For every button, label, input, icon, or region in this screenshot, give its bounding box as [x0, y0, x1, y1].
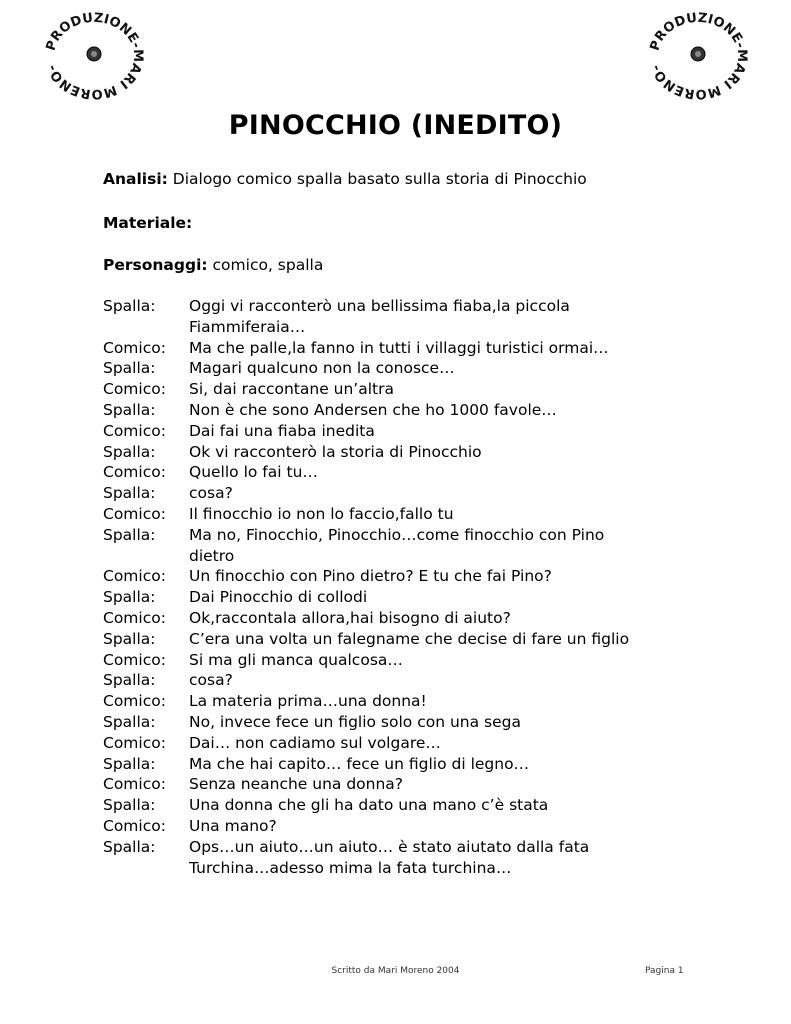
dialogue-line [103, 525, 703, 567]
dialogue-line [103, 587, 703, 608]
dialogue-list [103, 296, 703, 878]
dialogue-text: Ops…un aiuto…un aiuto… è stato aiutato dalla fata Turchina…adesso mima la fata turchina… [189, 837, 590, 877]
dialogue-text: Si, dai raccontane un’altra [189, 380, 394, 399]
dialogue-line [103, 712, 703, 733]
dialogue-speaker: Spalla: [103, 442, 156, 461]
dialogue-text: Dai Pinocchio di collodi [189, 588, 368, 607]
dialogue-line [103, 296, 703, 338]
analisi-value: Dialogo comico spalla basato sulla storia di Pinocchio [172, 170, 587, 188]
dialogue-speaker: Spalla: [103, 671, 156, 690]
dialogue-text: La materia prima…una donna! [189, 692, 427, 711]
dialogue-speaker: Comico: [103, 567, 166, 586]
dialogue-line [103, 400, 703, 421]
dialogue-speaker: Comico: [103, 421, 166, 440]
dialogue-speaker: Spalla: [103, 796, 156, 815]
dialogue-line [103, 421, 703, 442]
dialogue-speaker: Spalla: [103, 297, 156, 315]
dialogue-speaker: Comico: [103, 504, 166, 523]
dialogue-text: Oggi vi racconterò una bellissima fiaba,la piccola Fiammiferaia… [189, 297, 570, 336]
dialogue-line [103, 691, 703, 712]
produzione-logo-icon [38, 10, 150, 102]
produzione-logo-icon [642, 10, 754, 102]
dialogue-line [103, 462, 703, 483]
dialogue-text: Un finocchio con Pino dietro? E tu che fai Pino? [189, 567, 552, 586]
dialogue-line [103, 504, 703, 525]
analisi-row [103, 170, 587, 188]
dialogue-line [103, 566, 703, 587]
dialogue-text: Ok vi racconterò la storia di Pinocchio [189, 442, 482, 461]
dialogue-speaker: Comico: [103, 463, 166, 482]
dialogue-line [103, 379, 703, 400]
dialogue-speaker: Comico: [103, 775, 166, 794]
dialogue-line [103, 650, 703, 671]
dialogue-text: cosa? [189, 671, 233, 690]
logo-right-text: PRODUZIONE-MARI MORENO- [647, 10, 750, 102]
dialogue-line [103, 338, 703, 359]
dialogue-line [103, 837, 703, 879]
personaggi-value: comico, spalla [212, 256, 324, 274]
dialogue-line [103, 670, 703, 691]
dialogue-speaker: Comico: [103, 650, 166, 669]
dialogue-text: Quello lo fai tu… [189, 463, 318, 482]
dialogue-text: Non è che sono Andersen che ho 1000 favole… [189, 400, 557, 419]
footer-author: Scritto da Mari Moreno 2004 [331, 966, 460, 976]
dialogue-text: Ma no, Finocchio, Pinocchio…come finocchio con Pino dietro [189, 525, 605, 565]
logo-left-text: PRODUZIONE-MARI MORENO- [43, 10, 146, 102]
dialogue-text: No, invece fece un figlio solo con una sega [189, 712, 521, 731]
personaggi-label: Personaggi: [103, 256, 208, 274]
dialogue-speaker: Comico: [103, 816, 166, 835]
dialogue-speaker: Spalla: [103, 400, 156, 419]
dialogue-text: Il finocchio io non lo faccio,fallo tu [189, 504, 454, 523]
footer-page-number: Pagina 1 [645, 966, 684, 976]
dialogue-text: Senza neanche una donna? [189, 775, 404, 794]
dialogue-speaker: Comico: [103, 608, 166, 627]
dialogue-text: Dai fai una fiaba inedita [189, 421, 375, 440]
materiale-row [103, 214, 192, 232]
dialogue-speaker: Spalla: [103, 484, 156, 503]
page-title: PINOCCHIO (INEDITO) [228, 110, 563, 141]
personaggi-row [103, 256, 323, 274]
analisi-label: Analisi: [103, 170, 168, 188]
dialogue-text: Ma che palle,la fanno in tutti i villaggi turistici ormai… [189, 338, 609, 357]
dialogue-speaker: Spalla: [103, 712, 156, 731]
dialogue-speaker: Spalla: [103, 588, 156, 607]
dialogue-speaker: Spalla: [103, 359, 156, 378]
dialogue-text: Si ma gli manca qualcosa… [189, 650, 403, 669]
dialogue-line [103, 608, 703, 629]
dialogue-line [103, 629, 703, 650]
dialogue-line [103, 816, 703, 837]
dialogue-line [103, 754, 703, 775]
dialogue-speaker: Spalla: [103, 629, 156, 648]
dialogue-speaker: Comico: [103, 692, 166, 711]
dialogue-speaker: Comico: [103, 380, 166, 399]
dialogue-text: Una donna che gli ha dato una mano c’è stata [189, 796, 549, 815]
dialogue-text: Magari qualcuno non la conosce… [189, 359, 455, 378]
dialogue-speaker: Comico: [103, 338, 166, 357]
logo-right [642, 10, 754, 102]
dialogue-text: Ma che hai capito… fece un figlio di legno… [189, 754, 530, 773]
logo-left [38, 10, 150, 102]
dialogue-speaker: Spalla: [103, 754, 156, 773]
dialogue-text: C’era una volta un falegname che decise di fare un figlio [189, 629, 630, 648]
dialogue-line [103, 442, 703, 463]
dialogue-speaker: Spalla: [103, 525, 156, 544]
dialogue-line [103, 358, 703, 379]
dialogue-line [103, 795, 703, 816]
dialogue-speaker: Comico: [103, 733, 166, 752]
dialogue-text: Ok,raccontala allora,hai bisogno di aiuto? [189, 608, 511, 627]
dialogue-line [103, 733, 703, 754]
materiale-label: Materiale: [103, 214, 193, 232]
dialogue-text: Dai… non cadiamo sul volgare… [189, 733, 441, 752]
dialogue-text: cosa? [189, 484, 233, 503]
dialogue-line [103, 774, 703, 795]
dialogue-speaker: Spalla: [103, 837, 156, 856]
dialogue-text: Una mano? [189, 816, 277, 835]
dialogue-line [103, 483, 703, 504]
